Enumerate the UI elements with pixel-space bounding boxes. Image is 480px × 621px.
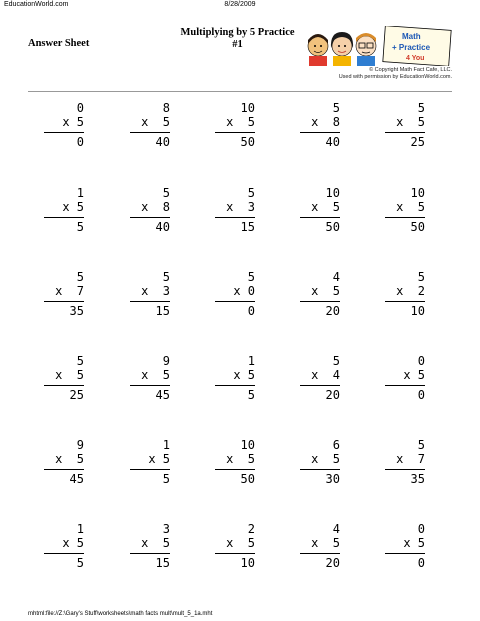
problem-multiplier: x 5: [141, 368, 170, 382]
problem-27: [114, 522, 170, 574]
problem-answer: 45: [155, 388, 170, 402]
problem-multiplier: x 5: [62, 536, 84, 550]
problem-factor: 1: [76, 522, 84, 536]
answer-sheet-label: Answer Sheet: [28, 38, 90, 49]
title-line-1: Multiplying by 5 Practice: [180, 27, 295, 38]
problem-multiplier: x 5: [311, 284, 340, 298]
problem-answer: 30: [325, 472, 340, 486]
problem-multiplier: x 5: [396, 200, 425, 214]
site-name: EducationWorld.com: [4, 1, 69, 8]
problem-factor: 3: [162, 522, 170, 536]
problem-multiplier: x 5: [226, 115, 255, 129]
problem-29: [284, 522, 340, 574]
problem-rule: [215, 132, 255, 133]
problem-multiplier: x 7: [55, 284, 84, 298]
problem-answer: 5: [162, 472, 170, 486]
problem-answer: 40: [155, 220, 170, 234]
problem-19: [284, 354, 340, 406]
problem-16: [28, 354, 84, 406]
problem-factor: 0: [76, 101, 84, 115]
problem-12: [114, 270, 170, 322]
problem-rule: [300, 217, 340, 218]
problem-answer: 25: [69, 388, 84, 402]
problem-factor: 5: [417, 438, 425, 452]
problem-answer: 15: [240, 220, 255, 234]
problem-26: [28, 522, 84, 574]
problem-rule: [130, 301, 170, 302]
file-path-footer: mhtml:file://Z:\Gary's Stuff\worksheets\math facts mult\mult_5_1a.mht: [28, 611, 213, 617]
problem-answer: 50: [240, 472, 255, 486]
problem-rule: [385, 469, 425, 470]
problem-multiplier: x 5: [62, 200, 84, 214]
problem-answer: 20: [325, 388, 340, 402]
problem-multiplier: x 5: [396, 115, 425, 129]
problem-answer: 0: [417, 388, 425, 402]
problem-rule: [385, 301, 425, 302]
problem-24: [284, 438, 340, 490]
problem-answer: 50: [410, 220, 425, 234]
problem-rule: [44, 385, 84, 386]
title-line-2: #1: [232, 39, 243, 50]
problem-rule: [300, 132, 340, 133]
problem-multiplier: x 3: [226, 200, 255, 214]
problem-rule: [44, 553, 84, 554]
problem-rule: [130, 553, 170, 554]
problem-answer: 25: [410, 135, 425, 149]
problem-9: [284, 186, 340, 238]
svg-text:4 You: 4 You: [406, 55, 425, 62]
problem-multiplier: x 5: [141, 536, 170, 550]
problem-answer: 15: [155, 556, 170, 570]
problem-20: [369, 354, 425, 406]
problem-rule: [130, 469, 170, 470]
problem-answer: 35: [69, 304, 84, 318]
problem-multiplier: x 5: [62, 115, 84, 129]
problem-factor: 1: [76, 186, 84, 200]
problem-multiplier: x 5: [403, 536, 425, 550]
print-date: 8/28/2009: [224, 1, 256, 8]
problem-factor: 10: [325, 186, 340, 200]
problem-rule: [44, 301, 84, 302]
problem-answer: 10: [240, 556, 255, 570]
problem-4: [284, 101, 340, 153]
problem-multiplier: x 5: [141, 115, 170, 129]
problem-factor: 5: [417, 270, 425, 284]
problem-14: [284, 270, 340, 322]
problem-multiplier: x 5: [148, 452, 170, 466]
problem-answer: 20: [325, 556, 340, 570]
problem-factor: 5: [162, 186, 170, 200]
problem-rule: [385, 132, 425, 133]
problem-answer: 35: [410, 472, 425, 486]
problem-7: [114, 186, 170, 238]
problem-factor: 10: [240, 438, 255, 452]
problem-rule: [130, 385, 170, 386]
problem-multiplier: x 5: [55, 452, 84, 466]
problem-factor: 4: [332, 270, 340, 284]
problem-factor: 5: [332, 101, 340, 115]
problem-factor: 2: [247, 522, 255, 536]
problem-multiplier: x 5: [55, 368, 84, 382]
copyright-line-1: © Copyright Math Fact Cafe, LLC.: [369, 67, 452, 73]
problem-13: [199, 270, 255, 322]
problem-factor: 9: [162, 354, 170, 368]
problem-18: [199, 354, 255, 406]
problem-multiplier: x 5: [403, 368, 425, 382]
problem-multiplier: x 5: [233, 368, 255, 382]
problem-rule: [130, 217, 170, 218]
problem-factor: 6: [332, 438, 340, 452]
problem-answer: 40: [325, 135, 340, 149]
problem-rule: [300, 385, 340, 386]
problem-answer: 15: [155, 304, 170, 318]
problem-rule: [300, 469, 340, 470]
problem-23: [199, 438, 255, 490]
problem-1: [28, 101, 84, 153]
problem-rule: [130, 132, 170, 133]
problem-factor: 5: [417, 101, 425, 115]
problem-factor: 5: [332, 354, 340, 368]
problem-factor: 8: [162, 101, 170, 115]
problem-rule: [300, 301, 340, 302]
problem-factor: 5: [247, 270, 255, 284]
problem-5: [369, 101, 425, 153]
problem-multiplier: x 5: [311, 536, 340, 550]
problem-factor: 1: [162, 438, 170, 452]
problem-21: [28, 438, 84, 490]
problem-factor: 1: [247, 354, 255, 368]
problem-answer: 20: [325, 304, 340, 318]
problem-answer: 0: [417, 556, 425, 570]
problem-rule: [300, 553, 340, 554]
problem-answer: 50: [240, 135, 255, 149]
problem-answer: 10: [410, 304, 425, 318]
problem-30: [369, 522, 425, 574]
problem-answer: 0: [76, 135, 84, 149]
problem-factor: 10: [240, 101, 255, 115]
problem-answer: 5: [76, 220, 84, 234]
problem-2: [114, 101, 170, 153]
problem-multiplier: x 5: [311, 200, 340, 214]
problem-answer: 5: [247, 388, 255, 402]
problem-multiplier: x 8: [141, 200, 170, 214]
problem-rule: [215, 301, 255, 302]
problem-factor: 4: [332, 522, 340, 536]
problem-rule: [215, 469, 255, 470]
problem-multiplier: x 7: [396, 452, 425, 466]
problem-factor: 9: [76, 438, 84, 452]
problem-answer: 0: [247, 304, 255, 318]
problem-answer: 40: [155, 135, 170, 149]
problem-22: [114, 438, 170, 490]
problem-25: [369, 438, 425, 490]
problem-rule: [385, 385, 425, 386]
problem-factor: 0: [417, 354, 425, 368]
problem-rule: [44, 469, 84, 470]
problem-factor: 0: [417, 522, 425, 536]
problem-answer: 50: [325, 220, 340, 234]
problem-factor: 10: [410, 186, 425, 200]
problem-answer: 45: [69, 472, 84, 486]
problem-28: [199, 522, 255, 574]
problem-factor: 5: [76, 270, 84, 284]
svg-text:+ Practice: + Practice: [392, 43, 431, 52]
problem-factor: 5: [162, 270, 170, 284]
problem-10: [369, 186, 425, 238]
problem-answer: 5: [76, 556, 84, 570]
problem-multiplier: x 2: [396, 284, 425, 298]
problem-6: [28, 186, 84, 238]
problem-17: [114, 354, 170, 406]
problem-rule: [215, 553, 255, 554]
problem-8: [199, 186, 255, 238]
problem-multiplier: x 5: [226, 536, 255, 550]
problem-rule: [385, 553, 425, 554]
problem-multiplier: x 5: [226, 452, 255, 466]
problem-rule: [44, 132, 84, 133]
problem-rule: [215, 385, 255, 386]
problem-15: [369, 270, 425, 322]
problem-11: [28, 270, 84, 322]
problem-rule: [385, 217, 425, 218]
copyright-line-2: Used with permission by EducationWorld.com.: [338, 74, 452, 80]
svg-text:Math: Math: [402, 32, 421, 41]
problem-rule: [215, 217, 255, 218]
problem-3: [199, 101, 255, 153]
problem-factor: 5: [247, 186, 255, 200]
problem-multiplier: x 8: [311, 115, 340, 129]
problem-multiplier: x 3: [141, 284, 170, 298]
problem-factor: 5: [76, 354, 84, 368]
problem-multiplier: x 0: [233, 284, 255, 298]
problem-rule: [44, 217, 84, 218]
problem-multiplier: x 4: [311, 368, 340, 382]
problem-multiplier: x 5: [311, 452, 340, 466]
